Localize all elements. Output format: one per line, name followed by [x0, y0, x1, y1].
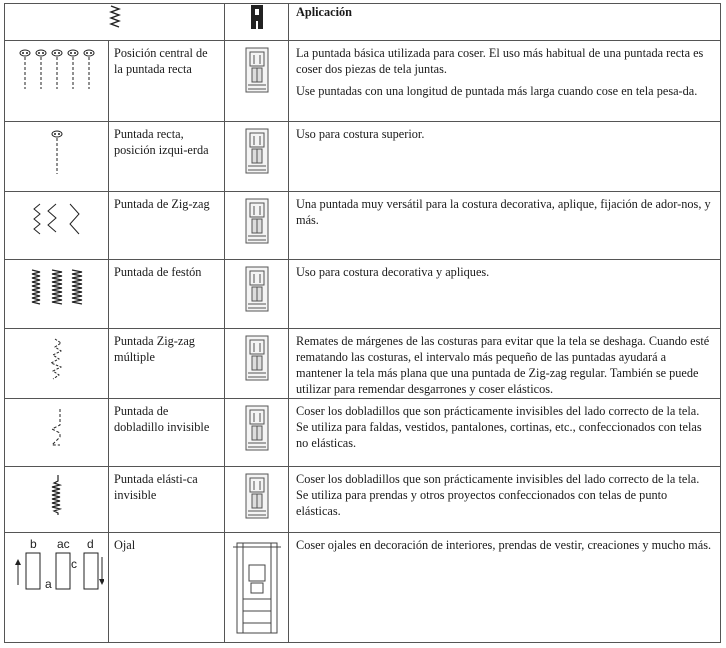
- straight-stitch-left-icon: [47, 130, 67, 176]
- stitch-icon-cell: [5, 467, 109, 533]
- application-text: Coser ojales en decoración de interiores, prendas de vestir, creaciones y mucho más.: [296, 538, 712, 552]
- application-text: Uso para costura decorativa y apliques.: [296, 265, 490, 279]
- standard-presser-foot-icon: [245, 47, 269, 93]
- application-text: Coser los dobladillos que son prácticamente invisibles del lado correcto de la tela. Se utiliza para prendas y otros proyectos confeccionados con telas de punto elásticas.: [296, 472, 700, 518]
- stitch-application: [289, 192, 721, 260]
- application-text: Use puntadas con una longitud de puntada más larga cuando cose en tela pesa-da.: [296, 84, 698, 98]
- stitch-icon-cell: [5, 41, 109, 122]
- buttonhole-foot-icon: [231, 539, 283, 635]
- table-row: [5, 329, 721, 399]
- step-label-c: c: [70, 557, 77, 571]
- stitch-name: Puntada elásti-ca invisible: [109, 467, 225, 533]
- foot-cell: [225, 467, 289, 533]
- stitch-application: [289, 260, 721, 329]
- blind-hem-stitch-icon: [46, 407, 68, 451]
- stitch-application: [289, 399, 721, 467]
- step-label-a: a: [44, 577, 52, 591]
- step-label-ac: ac: [56, 537, 70, 551]
- table-row: [5, 533, 721, 643]
- stitch-application: [289, 122, 721, 192]
- foot-cell: [225, 122, 289, 192]
- stitch-icon-cell: [5, 399, 109, 467]
- stitch-application: [289, 467, 721, 533]
- stitch-name: Ojal: [109, 533, 225, 643]
- stitch-table: [4, 3, 721, 643]
- table-row: [5, 122, 721, 192]
- application-text: Coser los dobladillos que son prácticamente invisibles del lado correcto de la tela. Se utiliza para faldas, vestidos, pantalones, cortinas, etc., confeccionados con telas no elásticas.: [296, 404, 702, 450]
- stitch-icon-cell: [5, 533, 109, 643]
- table-row: [5, 192, 721, 260]
- standard-presser-foot-icon: [245, 473, 269, 519]
- foot-cell: [225, 260, 289, 329]
- stitch-application: [289, 329, 721, 399]
- foot-cell: [225, 41, 289, 122]
- presser-foot-icon: [249, 4, 265, 30]
- step-label-d: d: [86, 537, 94, 551]
- stitch-name: Puntada de dobladillo invisible: [109, 399, 225, 467]
- table-row: [5, 41, 721, 122]
- application-text: Uso para costura superior.: [296, 127, 425, 141]
- header-foot-cell: [225, 4, 289, 41]
- application-text: La puntada básica utilizada para coser. El uso más habitual de una puntada recta es coser dos piezas de tela juntas.: [296, 46, 704, 76]
- stitch-pattern-icon: [108, 4, 122, 30]
- stitch-name: Puntada recta, posición izqui-erda: [109, 122, 225, 192]
- stitch-name: Puntada de Zig-zag: [109, 192, 225, 260]
- stitch-icon-cell: [5, 122, 109, 192]
- foot-cell: [225, 192, 289, 260]
- header-stitch-cell: [5, 4, 225, 41]
- foot-cell: [225, 399, 289, 467]
- stitch-icon-cell: [5, 260, 109, 329]
- table-row: [5, 467, 721, 533]
- application-text: Una puntada muy versátil para la costura decorativa, aplique, fijación de ador-nos, y más.: [296, 197, 711, 227]
- standard-presser-foot-icon: [245, 128, 269, 174]
- standard-presser-foot-icon: [245, 266, 269, 312]
- table-row: [5, 260, 721, 329]
- stitch-name: Posición central de la puntada recta: [109, 41, 225, 122]
- standard-presser-foot-icon: [245, 198, 269, 244]
- header-row: [5, 4, 721, 41]
- elastic-blind-stitch-icon: [46, 473, 68, 517]
- stitch-application: [289, 533, 721, 643]
- application-text: Remates de márgenes de las costuras para evitar que la tela se deshaga. Cuando esté rematando las costuras, el intervalo más pequeño de las puntadas ayudará a mantener la tela más plana que una puntada de Zig-zag regular. También se puede utilizar para remendar desgarrones y coser elásticos.: [296, 334, 710, 396]
- step-label-b: b: [29, 537, 37, 551]
- foot-cell: [225, 329, 289, 399]
- buttonhole-steps-icon: [10, 537, 104, 593]
- stitch-icon-cell: [5, 192, 109, 260]
- zigzag-stitch-icon: [32, 202, 82, 238]
- stitch-name: Puntada de festón: [109, 260, 225, 329]
- straight-stitch-positions-icon: [17, 49, 97, 91]
- header-application: Aplicación: [289, 4, 721, 41]
- satin-stitch-icon: [30, 268, 84, 306]
- table-row: [5, 399, 721, 467]
- stitch-icon-cell: [5, 329, 109, 399]
- standard-presser-foot-icon: [245, 335, 269, 381]
- standard-presser-foot-icon: [245, 405, 269, 451]
- multi-zigzag-stitch-icon: [47, 337, 67, 381]
- foot-cell: [225, 533, 289, 643]
- stitch-name: Puntada Zig-zag múltiple: [109, 329, 225, 399]
- stitch-application: [289, 41, 721, 122]
